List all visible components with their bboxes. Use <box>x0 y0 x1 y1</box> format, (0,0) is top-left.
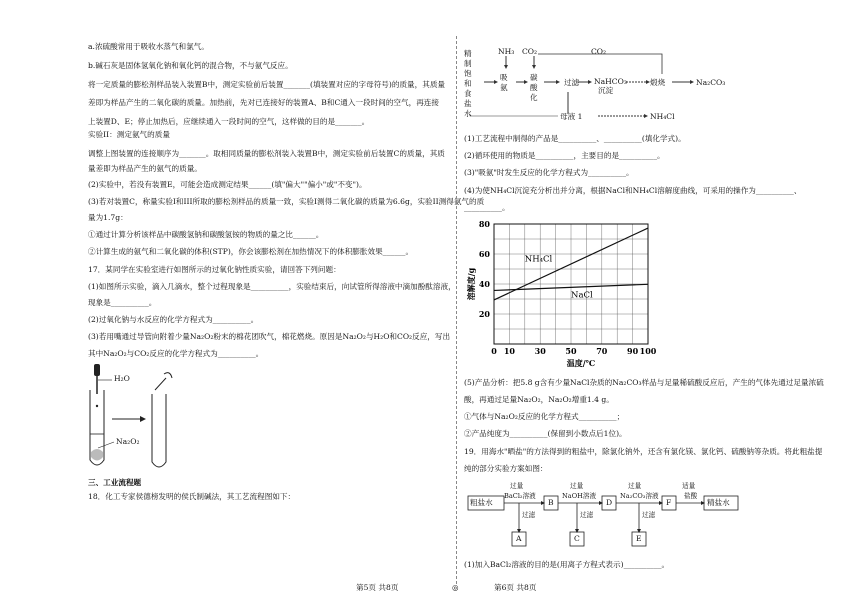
start-label: 粗盐水 <box>470 498 493 507</box>
step2-reagent: NaOH溶液 <box>562 492 597 500</box>
step1-reagent: BaCl₂溶液 <box>504 492 536 500</box>
text-line: (2)实验中，若没有装置E，可能会造成测定结果______(填"偏大""偏小"或"不变")。 <box>88 180 367 189</box>
section-heading: 三、工业流程题 <box>88 478 142 487</box>
box-a-label: A <box>516 534 522 543</box>
text-line: 酸，再通过足量Na₂O₂，Na₂O₂增重1.4 g。 <box>464 395 614 404</box>
drop <box>96 405 98 407</box>
text-line: 实验II：测定氨气的质量 <box>88 130 170 139</box>
step3-reagent: Na₂CO₃溶液 <box>620 492 659 500</box>
x-tick-label: 90 <box>627 346 639 356</box>
mother-liquor-label: 母液 1 <box>560 112 583 121</box>
y-axis-label: 溶解度/g <box>466 267 476 301</box>
text-line: 纯的部分实验方案如图： <box>464 464 548 473</box>
test-tube-2 <box>152 394 166 467</box>
text-line: 调整上图装置的连接顺序为_______。取相同质量的膨松剂装入装置B中，测定实验前后装置C的质量，其质 <box>88 149 445 158</box>
text-line: ①通过计算分析该样品中碳酸氢钠和碳酸氢铵的物质的量之比______。 <box>88 230 324 239</box>
question-17: 17．某同学在实验室进行如图所示的过氧化钠性质实验，请回答下列问题： <box>88 265 341 274</box>
purification-diagram <box>462 476 752 552</box>
series-label-nh4cl: NH₄Cl <box>524 254 553 265</box>
absorb-label: 吸 氨 <box>500 73 508 92</box>
raw-material-label: 精 制 饱 和 食 盐 水 <box>464 49 472 118</box>
carbonation-label: 碳 酸 化 <box>530 73 538 102</box>
text-line: (1)加入BaCl₂溶液的目的是(用离子方程式表示)__________。 <box>464 560 670 569</box>
step4-reagent: 盐酸 <box>684 492 698 500</box>
step1-excess: 过量 <box>510 482 524 490</box>
step2-excess: 过量 <box>570 482 584 490</box>
nh3-label: NH₃ <box>498 47 515 56</box>
page-number-right: 第6页 共8页 <box>494 583 537 592</box>
splint <box>155 373 172 390</box>
text-line: (4)为使NH₄Cl沉淀充分析出并分离，根据NaCl和NH₄Cl溶解度曲线，可采用的操作为__________、 <box>464 186 802 195</box>
arrowhead <box>599 501 603 505</box>
y-tick-label: 80 <box>478 219 490 229</box>
step3-excess: 过量 <box>628 482 642 490</box>
pointer-line-2 <box>98 442 114 448</box>
filter-2: 过滤 <box>580 511 594 519</box>
filter-1: 过滤 <box>522 511 536 519</box>
precip-label: 沉淀 <box>598 86 614 95</box>
arrowhead <box>644 114 648 118</box>
text-line: (3)若对装置C，称量实验I和III所取的膨松剂样品的质量一致，实验I测得二氧化碳的质量为6.6g，实验II测得氨气的质 <box>88 197 485 206</box>
co2-label-1: CO₂ <box>522 47 538 56</box>
text-line: b.碱石灰是固体氢氧化钠和氧化钙的混合物，不与氨气反应。 <box>88 61 293 70</box>
label-h2o: H₂O <box>114 374 130 383</box>
arrowhead <box>524 80 528 84</box>
text-line: (3)若用嘴通过导管向附着少量Na₂O₂粉末的棉花团吹气，棉花燃烧。原因是Na₂O₂与H₂O和CO₂反应，写出 <box>88 332 451 341</box>
text-line: 现象是__________。 <box>88 298 157 307</box>
box-d-label: D <box>606 498 613 507</box>
text-line: __________。 <box>464 203 510 212</box>
text-line: (1)如图所示实验，滴入几滴水，整个过程现象是__________，实验结束后，向试管所得溶液中滴加酚酞溶液， <box>88 282 456 291</box>
text-line: 上装置D、E；停止加热后，应继续通入一段时间的空气，这样做的目的是_______。 <box>88 117 370 126</box>
question-19: 19．用海水"晒盐"的方法得到的粗盐中，除氯化钠外，还含有氯化镁、氯化钙、硫酸钠等杂质。将此粗盐提 <box>464 447 823 456</box>
arrowhead <box>701 501 705 505</box>
arrowhead <box>659 501 663 505</box>
arrowhead <box>690 80 694 84</box>
footer-mark: ◎ <box>452 583 459 592</box>
box-c-label: C <box>574 534 580 543</box>
page-number-left: 第5页 共8页 <box>356 583 399 592</box>
text-line: (1)工艺流程中制得的产品是__________、__________(填化学式)。 <box>464 134 686 143</box>
x-axis-label: 温度/℃ <box>566 358 596 368</box>
co2-arrowhead <box>532 65 536 69</box>
text-line: (3)"吸氨"时发生反应的化学方程式为__________。 <box>464 168 634 177</box>
arrowhead <box>517 529 521 533</box>
nh4cl-label: NH₄Cl <box>650 112 675 121</box>
y-tick-label: 20 <box>478 309 490 319</box>
arrowhead <box>588 80 592 84</box>
filter-3: 过滤 <box>642 511 656 519</box>
box-b-label: B <box>548 498 554 507</box>
powder <box>91 449 103 461</box>
text-line: 量差即为样品产生的氨气的质量。 <box>88 164 202 173</box>
y-tick-label: 40 <box>478 279 490 289</box>
step4-amount: 适量 <box>682 482 696 490</box>
arrowhead <box>637 529 641 533</box>
na2co3-label: Na₂CO₃ <box>696 78 726 87</box>
text-line: ②产品纯度为__________(保留到小数点后1位)。 <box>464 429 627 438</box>
x-tick-label: 0 <box>491 346 497 356</box>
co2-label-2: CO₂ <box>591 47 607 56</box>
filter-label: 过滤 <box>564 78 580 87</box>
x-tick-label: 30 <box>534 346 546 356</box>
test-tube-figure <box>80 360 200 475</box>
column-divider <box>456 36 458 584</box>
arrowhead <box>541 501 545 505</box>
text-line: (5)产品分析：把5.8 g含有少量NaCl杂质的Na₂CO₃样品与足量稀硫酸反应后，产生的气体先通过足量浓硫 <box>464 378 824 387</box>
text-line: 量为1.7g： <box>88 213 128 222</box>
solubility-chart <box>462 214 662 374</box>
nh3-arrowhead <box>504 65 508 69</box>
text-line: 差即为样品产生的二氧化碳的质量。加热前，先对已连接好的装置A、B和C通入一段时间的空气，再连接 <box>88 98 439 107</box>
series-label-nacl: NaCl <box>571 290 593 301</box>
text-line: 将一定质量的膨松剂样品装入装置B中，测定实验前后装置_______(填装置对应的字母符号)的质量，其质量 <box>88 80 446 89</box>
text-line: a.浓硫酸常用于吸收水蒸气和氯气。 <box>88 42 209 51</box>
x-tick-label: 10 <box>503 346 515 356</box>
text-line: ②计算生成的氨气和二氧化碳的体积(STP)，你会该膨松剂在加热情况下的体积膨胀效果______。 <box>88 247 414 256</box>
box-e-label: E <box>636 534 642 543</box>
end-label: 精盐水 <box>707 498 730 507</box>
mother-recycle <box>470 114 558 116</box>
question-18: 18．化工专家侯德榜发明的侯氏制碱法，其工艺流程图如下： <box>88 492 296 501</box>
nahco3-label: NaHCO₃ <box>594 77 627 86</box>
x-tick-label: 50 <box>565 346 577 356</box>
text-line: (2)过氧化钠与水反应的化学方程式为__________。 <box>88 315 259 324</box>
arrowhead <box>140 416 146 422</box>
box-f-label: F <box>666 498 672 507</box>
arrowhead <box>494 80 498 84</box>
text-line: 其中Na₂O₂与CO₂反应的化学方程式为__________。 <box>88 349 264 358</box>
arrowhead <box>575 529 579 533</box>
text-line: ①气体与Na₂O₂反应的化学方程式__________； <box>464 412 625 421</box>
co2-recycle-line <box>538 54 662 74</box>
x-tick-label: 100 <box>639 346 657 356</box>
arrowhead <box>556 80 560 84</box>
x-tick-label: 70 <box>596 346 608 356</box>
text-line: (2)循环使用的物质是__________，主要目的是__________。 <box>464 151 665 160</box>
dropper-bulb <box>94 364 100 376</box>
y-tick-label: 60 <box>478 249 490 259</box>
calcine-label: 煅烧 <box>650 78 666 87</box>
label-na2o2: Na₂O₂ <box>116 437 140 446</box>
